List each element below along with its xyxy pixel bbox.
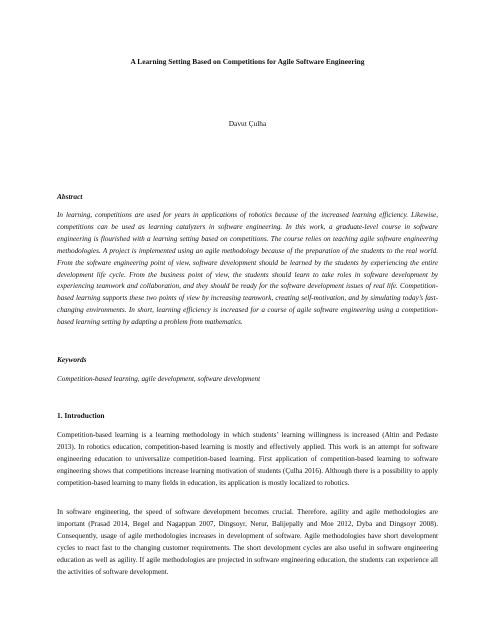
paper-title: A Learning Setting Based on Competitions for Agile Software Engineering [130,57,365,66]
author-name: Davut Çulha [228,119,267,128]
abstract-heading: Abstract [57,192,83,201]
abstract-text: In learning, competitions are used for years in applications of robotics because of the increased learning efficiency. Likewise, competitions can be used as learning catalyzers in software engineering. In this work, a graduate-level course in software engineering is flourished with a learning setting based on competitions. The course relies on teaching agile software engineering methodologies. A project is implemented using an agile methodology because of the preparation of the students to the real world. From the software engineering point of view, software development should be learned by the students by experiencing the entire development life cycle. From the business point of view, the students should learn to take roles in software development by experiencing teamwork and collaboration, and they should be ready for the software development issues of real life. Competition-based learning supports these two points of view by increasing teamwork, creating self-motivation, and by simulating today’s fast-changing environments. In short, learning efficiency is increased for a course of agile software engineering using a competition-based learning setting by adapting a problem from mathematics. [57,211,438,327]
section-heading-introduction: 1. Introduction [57,411,105,420]
keywords-heading: Keywords [57,355,87,364]
intro-paragraph-2: In software engineering, the speed of software development becomes crucial. Therefore, agility and agile methodologies are important (Prasad 2014, Begel and Nagappan 2007, Dingsoyr, Nerur, Balijepally and Moe 2012, Dyba and Dingsoyr 2008). Consequently, usage of agile methodologies increases in development of software. Agile methodologies have short development cycles to react fast to the changing customer requirements. The short development cycles are also useful in software engineering education as well as agility. If agile methodologies are projected in software engineering education, the students can experience all the activities of software development. [57,508,438,576]
intro-paragraph-1: Competition-based learning is a learning methodology in which students’ learning willingness is increased (Altin and Pedaste 2013). In robotics education, competition-based learning is mostly and effectively applied. This work is an attempt for software engineering education to universalize competition-based learning. First application of competition-based learning to software engineering shows that competitions increase learning motivation of students (Çulha 2016). Although there is a possibility to apply competition-based learning to many fields in education, its application is mostly localized to robotics. [57,431,438,487]
keywords-text: Competition-based learning, agile development, software development [57,375,261,383]
